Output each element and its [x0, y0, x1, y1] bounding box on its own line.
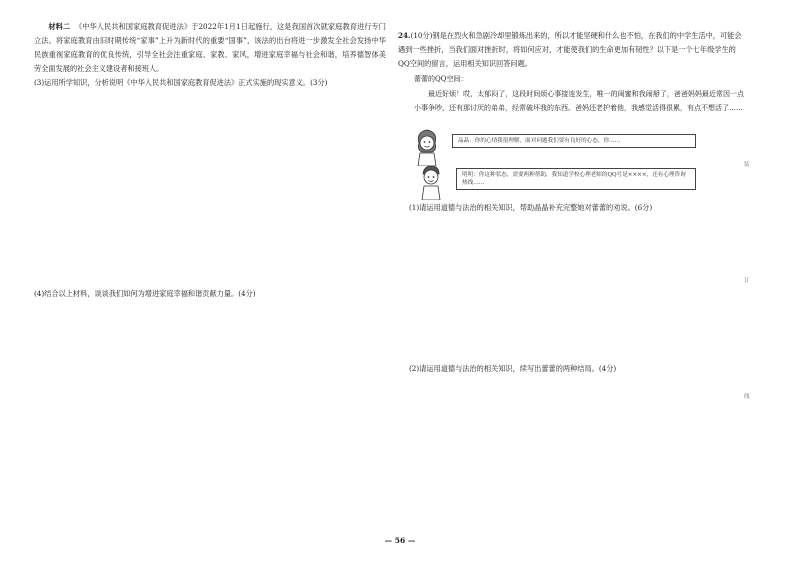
material-text: 《中华人民共和国家庭教育促进法》于2022年1月1日起施行，这是我国首次就家庭教育进行专门立法。将家庭教育由旧时期传统“家事”上升为新时代的重要“国事”，该法的出台将进一步激发全社会发扬中华民族重视家庭教育的优良传统，引导全社会注重家庭、家教、家风，增进家庭幸福与社会和谐，培养德智体美劳全面发展的社会主义建设者和接班人。: [34, 22, 386, 73]
qq-space-post: [414, 72, 744, 116]
question-24-number: 24.: [398, 31, 411, 40]
question-24-stem: [398, 29, 743, 71]
qq-space-body: 最近好烦！哎，太郁闷了，这段时间烦心事接连发生，唯一的闺蜜和我闹掰了，爸爸妈妈最近常因一点小事争吵，还有那讨厌的弟弟，经常破坏我的东西。爸妈还老护着他，我感觉活得很累，有点不想活了……: [414, 89, 744, 112]
qq-space-title: 蕾蕾的QQ空间：: [414, 75, 468, 83]
page-number: 56: [394, 536, 406, 545]
material-two-paragraph: [34, 20, 386, 76]
page-footer: — 56 —: [384, 536, 416, 545]
speech-bubble-jingjing: 晶晶：你的心情我很理解，面对问题我们要有良好的心态，你……: [452, 134, 696, 148]
question-24-sub-2: (2)请运用道德与法治的相关知识，续写出蕾蕾的两种结局。(4分): [409, 364, 617, 373]
question-4: (4)结合以上材料，谈谈我们如何为增进家庭幸福和谐贡献力量。(4分): [34, 289, 256, 298]
speech-bubble-mingming: 明明：你这种状态，需要两种帮助，我知道学校心理老师的QQ号是××××，还有心理咨询热线……: [456, 168, 696, 190]
question-24-sub-1: (1)请运用道德与法治的相关知识，帮助晶晶补充完整她对蕾蕾的劝说。(6分): [409, 203, 653, 212]
binding-mark-zhuang: 装: [744, 162, 750, 168]
question-3: (3)运用所学知识，分析说明《中华人民共和国家庭教育促进法》正式实施的现实意义。(3分): [34, 78, 328, 87]
material-two-block: [34, 20, 386, 90]
question-24-block: [398, 29, 743, 71]
binding-mark-ding: 订: [744, 278, 750, 284]
question-24-text: (10分)钢是在烈火和急剧冷却里锻炼出来的，所以才能坚硬和什么也不怕，在我们的中学生活中，可能会遇到一些挫折，当我们面对挫折时，将如何应对，才能使我们的生命更加有韧性？以下是一个七年级学生的QQ空间的留言，运用相关知识回答问题。: [398, 31, 742, 68]
boy-figure-icon: [414, 160, 448, 200]
material-label: 材料二: [48, 22, 71, 31]
binding-mark-xian: 线: [744, 394, 750, 400]
dialogue-illustration: [410, 126, 700, 198]
